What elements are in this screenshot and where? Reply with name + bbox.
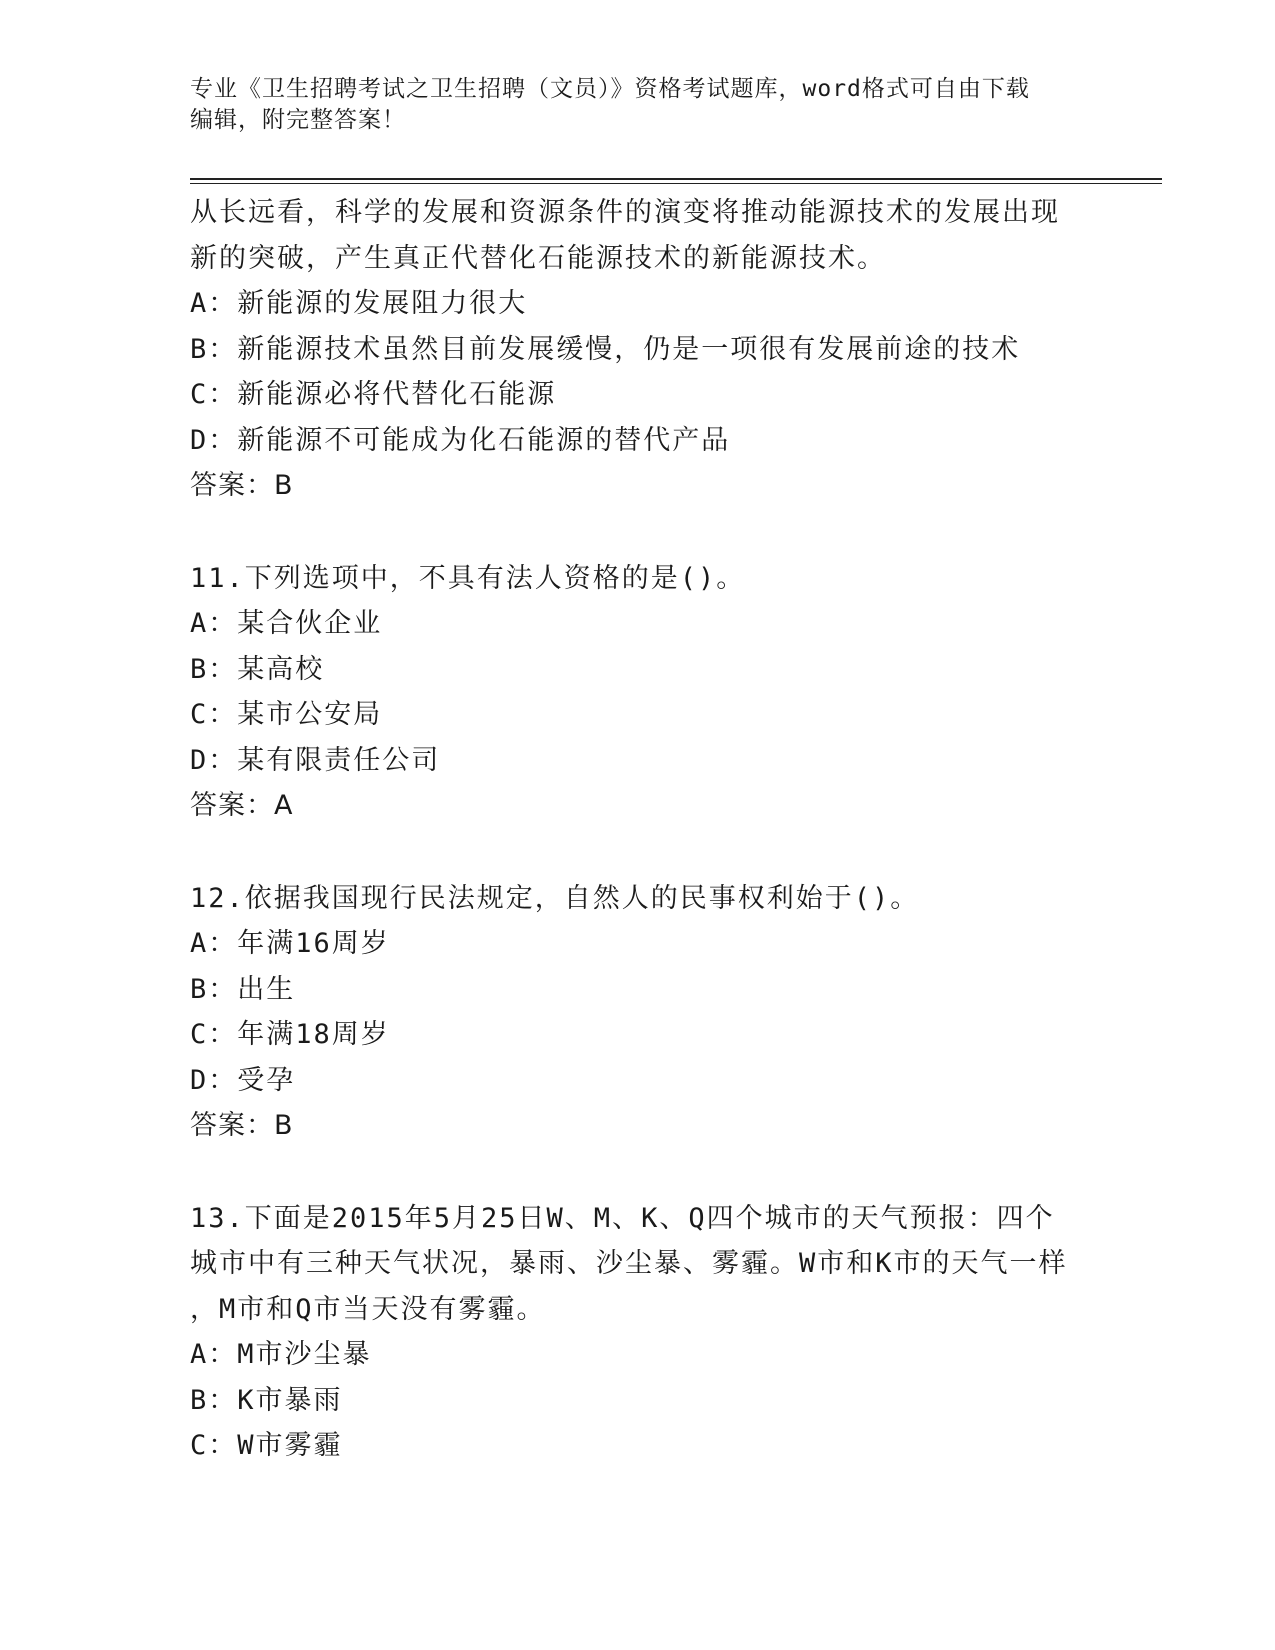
question-block [190, 556, 1190, 829]
header-line-2: 编辑，附完整答案！ [190, 107, 406, 133]
header-divider-thin [190, 183, 1162, 184]
option-a: A：新能源的发展阻力很大 [190, 288, 528, 319]
answer-line: 答案：A [190, 790, 294, 821]
option-c: C：W市雾霾 [190, 1430, 343, 1461]
option-a: A：年满16周岁 [190, 928, 390, 959]
question-text: 城市中有三种天气状况，暴雨、沙尘暴、雾霾。W市和K市的天气一样 [190, 1248, 1068, 1279]
header-divider-thick [190, 178, 1162, 180]
option-b: B：新能源技术虽然目前发展缓慢，仍是一项很有发展前途的技术 [190, 333, 1021, 365]
option-b: B：某高校 [190, 653, 325, 685]
option-d: D：新能源不可能成为化石能源的替代产品 [190, 424, 731, 456]
question-block [190, 876, 1190, 1149]
option-d: D：某有限责任公司 [190, 744, 441, 776]
question-text: 从长远看，科学的发展和资源条件的演变将推动能源技术的发展出现 [190, 197, 1060, 228]
question-text: ，M市和Q市当天没有雾霾。 [190, 1293, 546, 1325]
spacer [190, 1149, 1190, 1196]
header-line-1: 专业《卫生招聘考试之卫生招聘（文员）》资格考试题库，word格式可自由下载 [190, 76, 1030, 102]
question-text: 11.下列选项中，不具有法人资格的是()。 [190, 562, 746, 594]
spacer [190, 509, 1190, 556]
question-text: 12.依据我国现行民法规定，自然人的民事权利始于()。 [190, 882, 920, 914]
question-text: 13.下面是2015年5月25日W、M、K、Q四个城市的天气预报：四个 [190, 1202, 1055, 1234]
option-c: C：某市公安局 [190, 699, 383, 730]
question-list [190, 190, 1190, 1469]
question-block [190, 190, 1190, 509]
option-c: C：新能源必将代替化石能源 [190, 379, 557, 410]
document-header [190, 74, 1070, 136]
option-b: B：K市暴雨 [190, 1384, 343, 1416]
option-b: B：出生 [190, 973, 296, 1005]
option-a: A：M市沙尘暴 [190, 1339, 372, 1370]
answer-line: 答案：B [190, 1110, 294, 1141]
answer-line: 答案：B [190, 470, 294, 501]
option-a: A：某合伙企业 [190, 608, 383, 639]
option-c: C：年满18周岁 [190, 1019, 390, 1050]
spacer [190, 829, 1190, 876]
question-block [190, 1196, 1190, 1469]
question-text: 新的突破，产生真正代替化石能源技术的新能源技术。 [190, 242, 886, 274]
option-d: D：受孕 [190, 1064, 296, 1096]
